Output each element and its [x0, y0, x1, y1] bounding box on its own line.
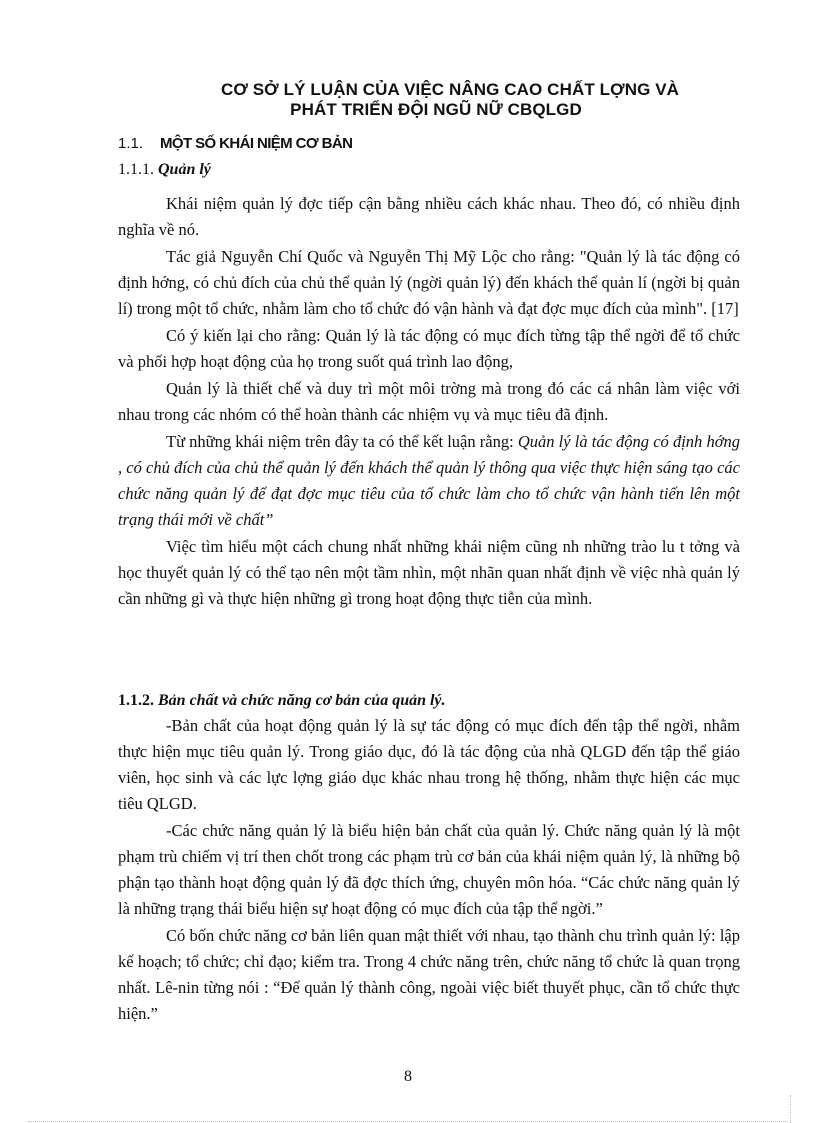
- section-number: 1.1.2.: [118, 692, 154, 709]
- section-label: MỘT SỐ KHÁI NIỆM CƠ BẢN: [160, 135, 353, 152]
- section-label: Quản lý: [158, 161, 211, 178]
- paragraph: Khái niệm quản lý đợc tiếp cận bằng nhiều cách khác nhau. Theo đó, có nhiều định nghĩa về nó.: [118, 194, 740, 239]
- section-label: Bản chất và chức năng cơ bản của quản lý.: [158, 692, 446, 709]
- paragraph: Quản lý là thiết chế và duy trì một môi trờng mà trong đó các cá nhân làm việc với nhau trong các nhóm có thể hoàn thành các nhiệm vụ và mục tiêu đã định.: [118, 379, 740, 424]
- page-corner-dotted-line: [790, 1095, 791, 1123]
- section-number: 1.1.: [118, 135, 144, 152]
- conclusion-italic: Quản lý là tác động có định hớng , có chủ đích của chủ thể quản lý đến khách thể quản lý thông qua việc thực hiện sáng tạo các chức năng quản lý để đạt đợc mục tiêu của tổ chức làm cho tổ chức vận hành tiến lên một trạng thái mới về chất”: [118, 432, 740, 529]
- paragraph: Tác giả Nguyễn Chí Quốc và Nguyễn Thị Mỹ Lộc cho rằng: "Quản lý là tác động có định hớng, có chủ đích của chủ thể quản lý (ngời quản lý) đến khách thể quản lí (ngời bị quản lí) trong một tổ chức, nhằm làm cho tổ chức đó vận hành và đạt đợc mục đích của mình". [17]: [118, 247, 740, 318]
- paragraph: -Bản chất của hoạt động quản lý là sự tác động có mục đích đến tập thể ngời, nhằm thực hiện mục tiêu quản lý. Trong giáo dục, đó là tác động của nhà QLGD đến tập thể giáo viên, học sinh và các lực lợng giáo dục khác nhau trong hệ thống, nhằm thực hiện các mục tiêu QLGD.: [118, 716, 740, 813]
- page-edge-dotted-line: [28, 1121, 788, 1122]
- section-number: 1.1.1.: [118, 161, 154, 178]
- section-heading-1-1-1: [118, 160, 211, 180]
- conclusion-paragraph: [118, 429, 740, 533]
- paragraph: Có bốn chức năng cơ bản liên quan mật thiết với nhau, tạo thành chu trình quản lý: lập kế hoạch; tổ chức; chỉ đạo; kiểm tra. Trong 4 chức năng trên, chức năng tổ chức là quan trọng nhất. Lê-nin từng nói : “Để quản lý thành công, ngoài việc biết thuyết phục, cần tổ chức thực hiện.”: [118, 926, 740, 1023]
- section-1-1-2-body: [118, 713, 740, 1027]
- conclusion-lead: Từ những khái niệm trên đây ta có thể kết luận rằng:: [166, 432, 518, 451]
- paragraph: Việc tìm hiểu một cách chung nhất những khái niệm cũng nh những trào lu t tởng và học thuyết quản lý có thể tạo nên một tầm nhìn, một nhãn quan nhất định về việc nhà quản lý cần những gì và thực hiện những gì trong hoạt động thực tiễn của mình.: [118, 537, 740, 608]
- paragraph: Có ý kiến lại cho rằng: Quản lý là tác động có mục đích từng tập thể ngời để tổ chức và phối hợp hoạt động của họ trong suốt quá trình lao động,: [118, 326, 740, 371]
- chapter-title-line-2: PHÁT TRIỂN ĐỘI NGŨ NỮ CBQLGD: [290, 100, 582, 119]
- section-heading-1-1-2: [118, 691, 446, 711]
- section-1-1-1-body: [118, 191, 740, 612]
- page-number: 8: [404, 1068, 412, 1085]
- chapter-title-line-1: CƠ SỞ LÝ LUẬN CỦA VIỆC NÂNG CAO CHẤT LỢNG VÀ: [220, 80, 680, 99]
- section-heading-1-1: [118, 134, 352, 154]
- chapter-title: [150, 80, 750, 120]
- paragraph: -Các chức năng quản lý là biểu hiện bản chất của quản lý. Chức năng quản lý là một phạm trù chiếm vị trí then chốt trong các phạm trù cơ bản của khái niệm quản lý, là những bộ phận tạo thành hoạt động quản lý đã đợc thích ứng, chuyên môn hóa. “Các chức năng quản lý là những trạng thái biểu hiện sự hoạt động có mục đích của tập thể ngời.”: [118, 821, 740, 918]
